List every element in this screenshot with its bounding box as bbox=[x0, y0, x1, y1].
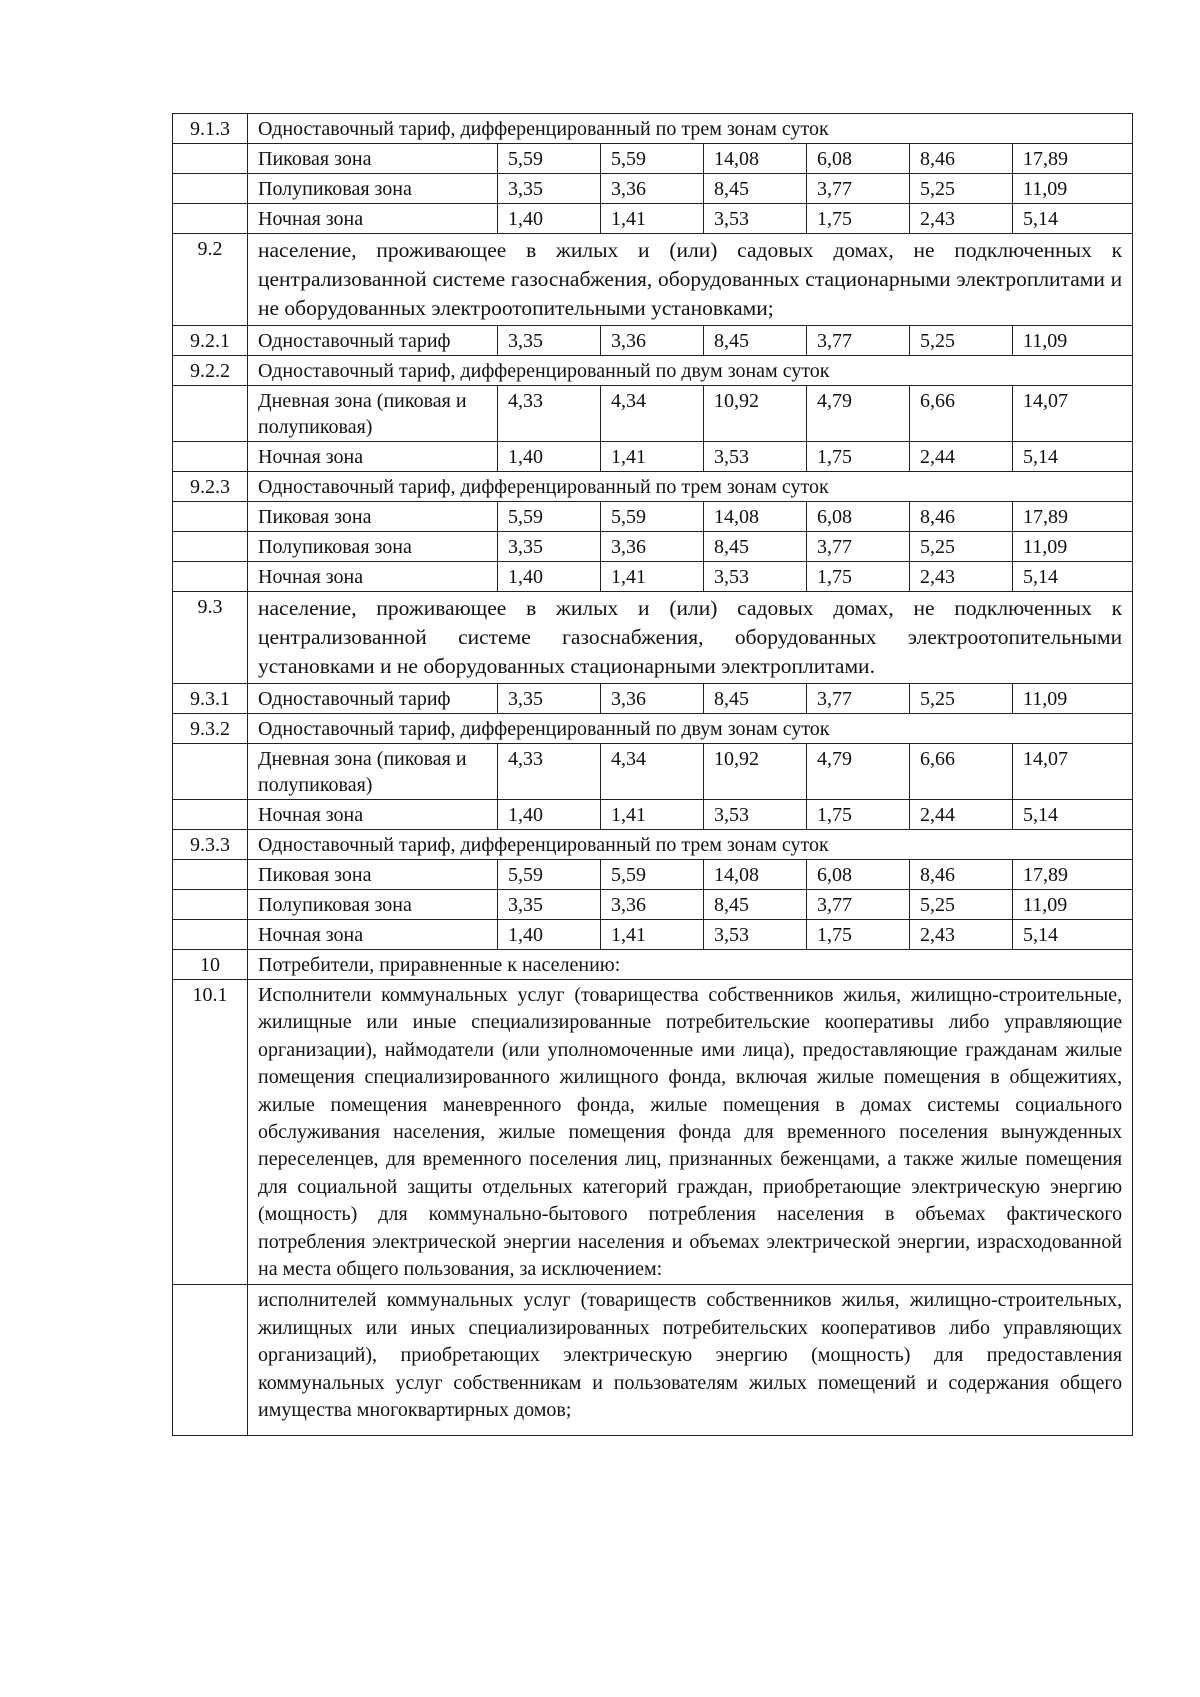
value-cell: 6,66 bbox=[910, 744, 1013, 800]
tariff-label: Одноставочный тариф bbox=[248, 326, 498, 356]
value-cell: 5,59 bbox=[498, 144, 601, 174]
row-title: Одноставочный тариф, дифференцированный по трем зонам суток bbox=[248, 114, 1133, 144]
row-number: 9.3.1 bbox=[173, 684, 248, 714]
value-cell: 4,33 bbox=[498, 744, 601, 800]
value-cell: 3,53 bbox=[704, 442, 807, 472]
value-cell: 8,46 bbox=[910, 860, 1013, 890]
value-cell: 4,79 bbox=[807, 386, 910, 442]
row-number: 10.1 bbox=[173, 980, 248, 1285]
value-cell: 2,44 bbox=[910, 442, 1013, 472]
value-cell: 3,36 bbox=[601, 326, 704, 356]
value-cell: 5,59 bbox=[601, 144, 704, 174]
value-cell: 5,14 bbox=[1013, 800, 1133, 830]
value-cell: 5,25 bbox=[910, 684, 1013, 714]
zone-label: Дневная зона (пиковая и полупиковая) bbox=[248, 386, 498, 442]
value-cell: 5,59 bbox=[498, 860, 601, 890]
value-cell: 3,36 bbox=[601, 532, 704, 562]
value-cell: 3,77 bbox=[807, 326, 910, 356]
value-cell: 3,35 bbox=[498, 326, 601, 356]
exception-description: исполнителей коммунальных услуг (товариществ собственников жилья, жилищно-строительных, жилищных или иных специализированных потребительских кооперативов либо управляющих организаций), приобретающих электрическую энергию (мощность) для предоставления коммунальных услуг собственникам и пользователям жилых помещений и содержания общего имущества многоквартирных домов; bbox=[248, 1285, 1133, 1435]
zone-label: Пиковая зона bbox=[248, 502, 498, 532]
empty-cell bbox=[173, 1285, 248, 1435]
value-cell: 2,44 bbox=[910, 800, 1013, 830]
value-cell: 8,45 bbox=[704, 532, 807, 562]
value-cell: 8,45 bbox=[704, 174, 807, 204]
row-number: 9.2.2 bbox=[173, 356, 248, 386]
value-cell: 2,43 bbox=[910, 920, 1013, 950]
value-cell: 10,92 bbox=[704, 744, 807, 800]
row-9-2-3-night bbox=[173, 562, 1133, 592]
value-cell: 3,53 bbox=[704, 562, 807, 592]
value-cell: 6,08 bbox=[807, 144, 910, 174]
value-cell: 11,09 bbox=[1013, 174, 1133, 204]
row-number: 9.3 bbox=[173, 592, 248, 684]
value-cell: 14,08 bbox=[704, 144, 807, 174]
empty-cell bbox=[173, 800, 248, 830]
value-cell: 1,40 bbox=[498, 920, 601, 950]
value-cell: 1,41 bbox=[601, 920, 704, 950]
zone-label: Полупиковая зона bbox=[248, 532, 498, 562]
row-number: 10 bbox=[173, 950, 248, 980]
zone-label: Пиковая зона bbox=[248, 860, 498, 890]
row-9-2-2-night bbox=[173, 442, 1133, 472]
row-9-2-3 bbox=[173, 472, 1133, 502]
value-cell: 11,09 bbox=[1013, 532, 1133, 562]
row-9-3-3-half-peak bbox=[173, 890, 1133, 920]
row-9-1-3-peak bbox=[173, 144, 1133, 174]
value-cell: 1,75 bbox=[807, 204, 910, 234]
value-cell: 3,35 bbox=[498, 174, 601, 204]
empty-cell bbox=[173, 442, 248, 472]
row-10-1-exception bbox=[173, 1285, 1133, 1435]
row-9-2-3-half-peak bbox=[173, 532, 1133, 562]
value-cell: 2,43 bbox=[910, 204, 1013, 234]
tariff-label: Одноставочный тариф bbox=[248, 684, 498, 714]
value-cell: 3,53 bbox=[704, 204, 807, 234]
value-cell: 1,75 bbox=[807, 442, 910, 472]
value-cell: 3,36 bbox=[601, 684, 704, 714]
row-number: 9.2 bbox=[173, 234, 248, 326]
value-cell: 3,77 bbox=[807, 684, 910, 714]
value-cell: 14,07 bbox=[1013, 386, 1133, 442]
row-9-1-3-night bbox=[173, 204, 1133, 234]
row-title: Потребители, приравненные к населению: bbox=[248, 950, 1133, 980]
row-title: Одноставочный тариф, дифференцированный по трем зонам суток bbox=[248, 472, 1133, 502]
empty-cell bbox=[173, 174, 248, 204]
value-cell: 5,14 bbox=[1013, 920, 1133, 950]
value-cell: 5,25 bbox=[910, 326, 1013, 356]
value-cell: 4,34 bbox=[601, 386, 704, 442]
value-cell: 8,46 bbox=[910, 144, 1013, 174]
value-cell: 4,33 bbox=[498, 386, 601, 442]
value-cell: 5,59 bbox=[498, 502, 601, 532]
row-9-3-2 bbox=[173, 714, 1133, 744]
value-cell: 1,75 bbox=[807, 920, 910, 950]
value-cell: 2,43 bbox=[910, 562, 1013, 592]
value-cell: 3,36 bbox=[601, 890, 704, 920]
row-9-2 bbox=[173, 234, 1133, 326]
value-cell: 14,08 bbox=[704, 860, 807, 890]
row-9-1-3-half-peak bbox=[173, 174, 1133, 204]
value-cell: 3,35 bbox=[498, 890, 601, 920]
value-cell: 17,89 bbox=[1013, 860, 1133, 890]
row-title: Одноставочный тариф, дифференцированный по двум зонам суток bbox=[248, 356, 1133, 386]
value-cell: 5,14 bbox=[1013, 204, 1133, 234]
row-9-2-3-peak bbox=[173, 502, 1133, 532]
row-9-2-2-day bbox=[173, 386, 1133, 442]
value-cell: 17,89 bbox=[1013, 144, 1133, 174]
row-title: Одноставочный тариф, дифференцированный по трем зонам суток bbox=[248, 830, 1133, 860]
row-number: 9.3.3 bbox=[173, 830, 248, 860]
empty-cell bbox=[173, 920, 248, 950]
value-cell: 1,40 bbox=[498, 562, 601, 592]
value-cell: 3,77 bbox=[807, 890, 910, 920]
value-cell: 11,09 bbox=[1013, 326, 1133, 356]
row-number: 9.1.3 bbox=[173, 114, 248, 144]
row-9-3-2-night bbox=[173, 800, 1133, 830]
row-10 bbox=[173, 950, 1133, 980]
value-cell: 8,45 bbox=[704, 326, 807, 356]
empty-cell bbox=[173, 562, 248, 592]
empty-cell bbox=[173, 204, 248, 234]
empty-cell bbox=[173, 744, 248, 800]
value-cell: 6,08 bbox=[807, 502, 910, 532]
value-cell: 5,59 bbox=[601, 860, 704, 890]
zone-label: Полупиковая зона bbox=[248, 174, 498, 204]
zone-label: Ночная зона bbox=[248, 800, 498, 830]
empty-cell bbox=[173, 386, 248, 442]
zone-label: Пиковая зона bbox=[248, 144, 498, 174]
empty-cell bbox=[173, 860, 248, 890]
zone-label: Ночная зона bbox=[248, 204, 498, 234]
row-number: 9.2.3 bbox=[173, 472, 248, 502]
row-9-3 bbox=[173, 592, 1133, 684]
value-cell: 3,53 bbox=[704, 920, 807, 950]
zone-label: Ночная зона bbox=[248, 920, 498, 950]
empty-cell bbox=[173, 890, 248, 920]
category-description: Исполнители коммунальных услуг (товарищества собственников жилья, жилищно-строительные, жилищные или иные специализированные потребительские кооперативы либо управляющие организации), наймодатели (или уполномоченные ими лица), предоставляющие гражданам жилые помещения специализированного жилищного фонда, включая жилые помещения в общежитиях, жилые помещения маневренного фонда, жилые помещения в домах системы социального обслуживания населения, жилые помещения фонда для временного поселения вынужденных переселенцев, для временного поселения лиц, признанных беженцами, а также жилые помещения для социальной защиты отдельных категорий граждан, приобретающие электрическую энергию (мощность) для коммунально-бытового потребления населения в объемах фактического потребления электрической энергии населения и объемах электрической энергии, израсходованной на места общего пользования, за исключением: bbox=[248, 980, 1133, 1285]
tariff-table bbox=[172, 113, 1133, 1436]
empty-cell bbox=[173, 502, 248, 532]
empty-cell bbox=[173, 532, 248, 562]
value-cell: 8,45 bbox=[704, 890, 807, 920]
value-cell: 17,89 bbox=[1013, 502, 1133, 532]
value-cell: 8,45 bbox=[704, 684, 807, 714]
value-cell: 5,59 bbox=[601, 502, 704, 532]
row-9-3-1 bbox=[173, 684, 1133, 714]
row-9-3-3-night bbox=[173, 920, 1133, 950]
zone-label: Дневная зона (пиковая и полупиковая) bbox=[248, 744, 498, 800]
row-title: Одноставочный тариф, дифференцированный по двум зонам суток bbox=[248, 714, 1133, 744]
zone-label: Ночная зона bbox=[248, 562, 498, 592]
value-cell: 5,14 bbox=[1013, 442, 1133, 472]
value-cell: 11,09 bbox=[1013, 684, 1133, 714]
row-9-1-3 bbox=[173, 114, 1133, 144]
value-cell: 5,25 bbox=[910, 174, 1013, 204]
value-cell: 3,77 bbox=[807, 532, 910, 562]
value-cell: 8,46 bbox=[910, 502, 1013, 532]
value-cell: 1,40 bbox=[498, 442, 601, 472]
row-10-1 bbox=[173, 980, 1133, 1285]
category-description: население, проживающее в жилых и (или) садовых домах, не подключенных к централизованной системе газоснабжения, оборудованных электроотопительными установками и не оборудованных стационарными электроплитами. bbox=[248, 592, 1133, 684]
row-number: 9.3.2 bbox=[173, 714, 248, 744]
value-cell: 4,79 bbox=[807, 744, 910, 800]
value-cell: 1,40 bbox=[498, 204, 601, 234]
row-number: 9.2.1 bbox=[173, 326, 248, 356]
value-cell: 1,75 bbox=[807, 800, 910, 830]
value-cell: 6,66 bbox=[910, 386, 1013, 442]
value-cell: 3,36 bbox=[601, 174, 704, 204]
row-9-3-2-day bbox=[173, 744, 1133, 800]
row-9-2-1 bbox=[173, 326, 1133, 356]
category-description: население, проживающее в жилых и (или) садовых домах, не подключенных к централизованной системе газоснабжения, оборудованных стационарными электроплитами и не оборудованных электроотопительными установками; bbox=[248, 234, 1133, 326]
value-cell: 1,41 bbox=[601, 442, 704, 472]
zone-label: Ночная зона bbox=[248, 442, 498, 472]
value-cell: 1,41 bbox=[601, 800, 704, 830]
value-cell: 10,92 bbox=[704, 386, 807, 442]
value-cell: 3,53 bbox=[704, 800, 807, 830]
value-cell: 14,07 bbox=[1013, 744, 1133, 800]
empty-cell bbox=[173, 144, 248, 174]
row-9-3-3 bbox=[173, 830, 1133, 860]
value-cell: 1,41 bbox=[601, 204, 704, 234]
value-cell: 3,77 bbox=[807, 174, 910, 204]
value-cell: 5,25 bbox=[910, 890, 1013, 920]
value-cell: 4,34 bbox=[601, 744, 704, 800]
value-cell: 1,75 bbox=[807, 562, 910, 592]
value-cell: 1,40 bbox=[498, 800, 601, 830]
value-cell: 6,08 bbox=[807, 860, 910, 890]
value-cell: 3,35 bbox=[498, 684, 601, 714]
value-cell: 11,09 bbox=[1013, 890, 1133, 920]
row-9-2-2 bbox=[173, 356, 1133, 386]
zone-label: Полупиковая зона bbox=[248, 890, 498, 920]
value-cell: 5,25 bbox=[910, 532, 1013, 562]
value-cell: 3,35 bbox=[498, 532, 601, 562]
value-cell: 14,08 bbox=[704, 502, 807, 532]
row-9-3-3-peak bbox=[173, 860, 1133, 890]
value-cell: 5,14 bbox=[1013, 562, 1133, 592]
value-cell: 1,41 bbox=[601, 562, 704, 592]
